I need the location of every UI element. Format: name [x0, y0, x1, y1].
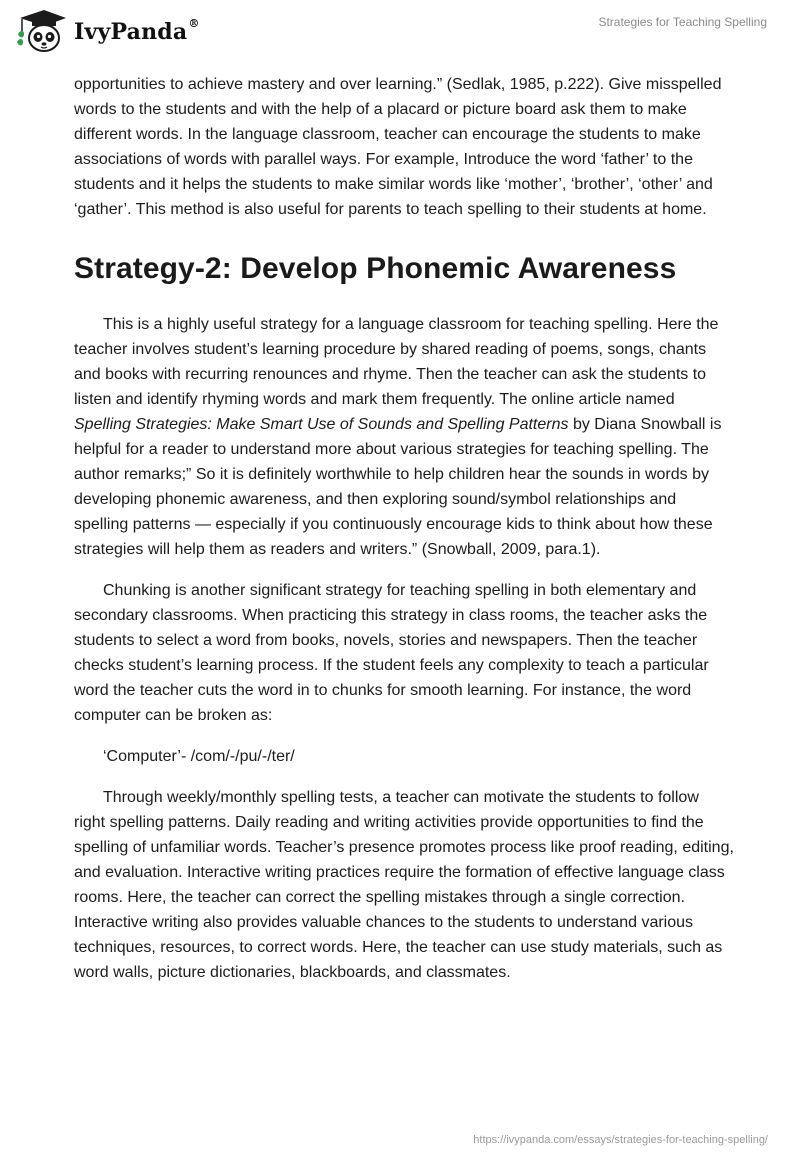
- paragraph-text: This is a highly useful strategy for a language classroom for teaching spelling. Here the teacher involves student’s learning procedure by shared reading of poems, songs, chants and books with recurring renounces and rhyme. Then the teacher can ask the students to listen and identify rhyming words and mark them frequently. The online article named: [74, 316, 719, 408]
- spelling-tests-paragraph: Through weekly/monthly spelling tests, a teacher can motivate the students to follow right spelling patterns. Daily reading and writing activities provide opportunities to find the spelling of unfamiliar words. Teacher’s presence promotes process like proof reading, editing, and evaluation. Interactive writing practices require the formation of effective language class rooms. Here, the teacher can correct the spelling mistakes through a single correction. Interactive writing also provides valuable chances to the students to understand various techniques, resources, to correct words. Here, the teacher can use study materials, such as word walls, picture dictionaries, blackboards, and classmates.: [74, 789, 734, 981]
- panda-graduate-icon: [14, 8, 66, 54]
- phonemic-awareness-paragraph: [74, 312, 734, 562]
- chunking-paragraph: Chunking is another significant strategy for teaching spelling in both elementary and secondary classrooms. When practicing this strategy in class rooms, the teacher asks the students to select a word from books, novels, stories and newspapers. Then the teacher checks student’s learning process. If the student feels any complexity to teach a particular word the teacher cuts the word in to chunks for smooth learning. For instance, the word computer can be broken as:: [74, 582, 709, 724]
- article-title: Spelling Strategies: Make Smart Use of Sounds and Spelling Patterns: [74, 416, 569, 433]
- paragraph-text: by Diana Snowball is helpful for a reader to understand more about various strategies for teaching spelling. The author remarks;” So it is definitely worthwhile to help children hear the sounds in words by developing phonemic awareness, and then exploring sound/symbol relationships and spelling patterns — especially if you continuously encourage kids to think about how these strategies will help them as readers and writers.” (Snowball, 2009, para.1).: [74, 416, 722, 558]
- article-content: [74, 72, 734, 1001]
- registered-mark: ®: [188, 17, 200, 30]
- logo-text: IvyPanda®: [74, 17, 200, 45]
- section-heading: Strategy-2: Develop Phonemic Awareness: [74, 252, 677, 285]
- page-header: [0, 0, 800, 64]
- intro-paragraph: opportunities to achieve mastery and over learning.” (Sedlak, 1985, p.222). Give misspelled words to the students and with the help of a placard or picture board ask them to make different words. In the language classroom, teacher can encourage the students to make associations of words with parallel ways. For example, Introduce the word ‘father’ to the students and it helps the students to make similar words like ‘mother’, ‘brother’, ‘other’ and ‘gather’. This method is also useful for parents to teach spelling to their students at home.: [74, 76, 722, 218]
- source-url[interactable]: https://ivypanda.com/essays/strategies-for-teaching-spelling/: [473, 1134, 768, 1146]
- ivypanda-logo[interactable]: [14, 8, 200, 54]
- page-title: Strategies for Teaching Spelling: [598, 15, 767, 29]
- chunking-example: ‘Computer’- /com/-/pu/-/ter/: [103, 748, 295, 765]
